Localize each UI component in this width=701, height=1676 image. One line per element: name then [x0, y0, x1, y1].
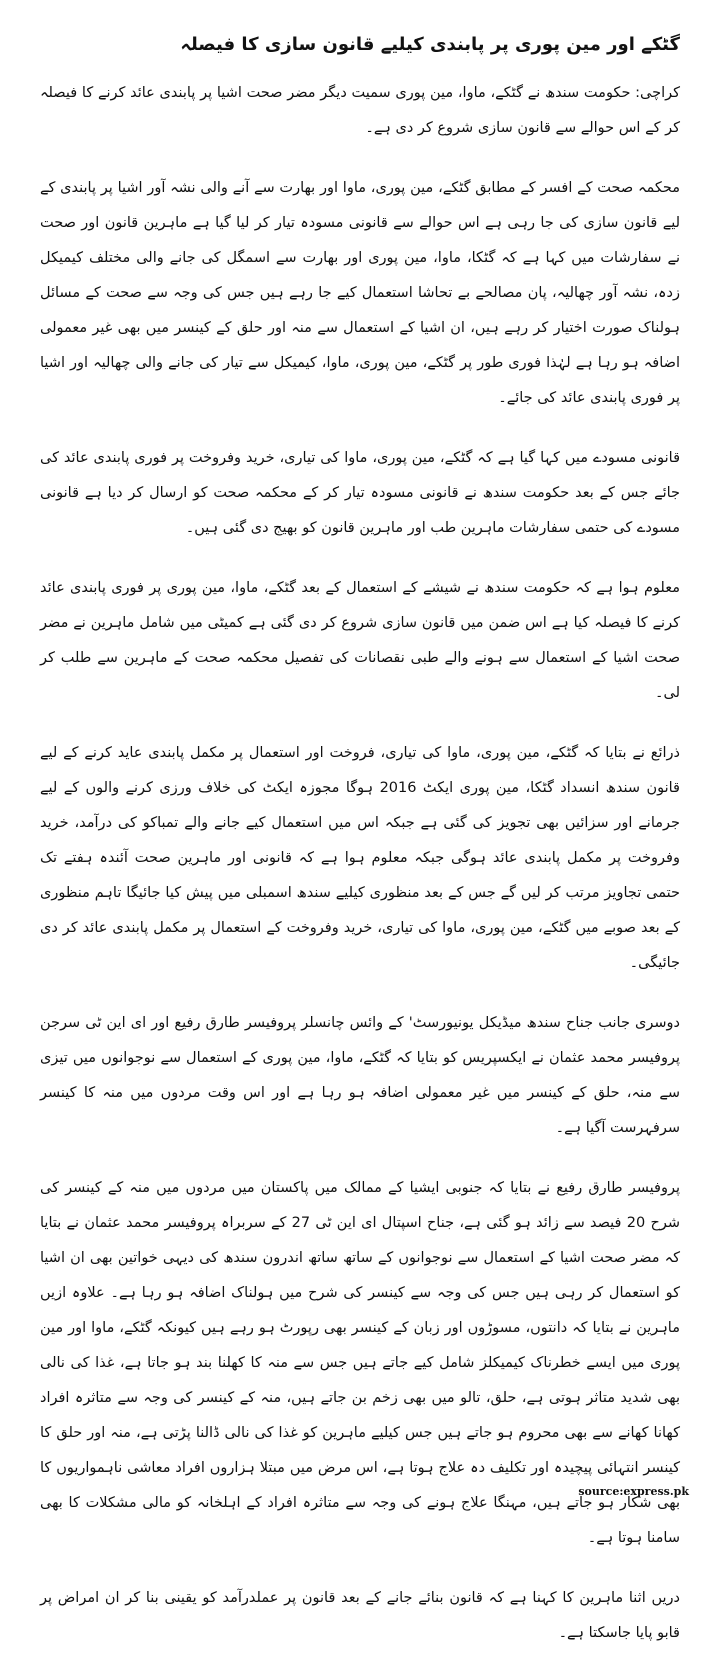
- paragraph-conclusion: دریں اثنا ماہرین کا کہنا ہے کہ قانون بنائے جانے کے بعد قانون پر عملدرآمد کو یقینی بنا کر ان امراض پر قابو پایا جاسکتا ہے۔: [40, 1590, 680, 1641]
- paragraph-sources: ذرائع نے بتایا کہ گٹکے، مین پوری، ماوا کی تیاری، فروخت اور استعمال پر مکمل پابندی عاید کرنے کے لیے قانون سندھ انسداد گٹکا، مین پوری ایکٹ 2016 ہوگا مجوزہ ایکٹ کی خلاف ورزی کرنے والوں کے لیے جرمانے اور سزائیں بھی تجویز کی گئی ہے جبکہ اس میں استعمال کیے جانے والے تمباکو کی درآمد، خرید وفروخت پر مکمل پابندی عائد ہوگی جبکہ معلوم ہوا ہے کہ قانونی اور ماہرین صحت آئندہ ہفتے تک حتمی تجاویز مرتب کر لیں گے جس کے بعد منظوری کیلیے سندھ اسمبلی میں پیش کیا جائیگا تاہم منظوری کے بعد صوبے میں گٹکے، مین پوری، ماوا کی تیاری، خرید وفروخت کے استعمال پر مکمل پابندی عائد کر دی جائیگی۔: [40, 745, 680, 971]
- source-credit: source:express.pk: [578, 1485, 689, 1498]
- paragraph-intro: کراچی: حکومت سندھ نے گٹکے، ماوا، مین پوری سمیت دیگر مضر صحت اشیا پر پابندی عائد کرنے کا فیصلہ کر کے اس حوالے سے قانون سازی شروع کر دی ہے۔: [40, 85, 680, 136]
- paragraph-cancer-rate: پروفیسر طارق رفیع نے بتایا کہ جنوبی ایشیا کے ممالک میں پاکستان میں مردوں میں منہ کے کینسر کی شرح 20 فیصد سے زائد ہو گئی ہے، جناح اسپتال ای این ٹی 27 کے سربراہ پروفیسر محمد عثمان نے بتایا کہ مضر صحت اشیا کے استعمال سے نوجوانوں کے ساتھ ساتھ اندرون سندھ کی دیہی خواتین بھی ان اشیا کو استعمال کر رہی ہیں جس کی وجہ سے کینسر کی شرح میں ہولناک اضافہ ہو رہا ہے۔ علاوہ ازیں ماہرین نے بتایا کہ دانتوں، مسوڑوں اور زبان کے کینسر بھی رپورٹ ہو رہے ہیں کیونکہ گٹکے، ماوا اور مین پوری میں ایسے خطرناک کیمیکلز شامل کیے جاتے ہیں جس سے منہ کا کھلنا بند ہو جاتا ہے، غذا کی نالی بھی شدید متاثر ہوتی ہے، حلق، تالو میں بھی زخم بن جاتے ہیں، منہ کے کینسر کی وجہ سے متاثرہ افراد کھانا کھانے سے بھی محروم ہو جاتے ہیں جس کیلیے ماہرین کو غذا کی نالی ڈالنا پڑتی ہے، منہ اور حلق کا کینسر انتہائی پیچیدہ اور تکلیف دہ علاج ہوتا ہے، اس مرض میں مبتلا ہزاروں افراد معاشی ناہمواریوں کا بھی شکار ہو جاتے ہیں، مہنگا علاج ہونے کی وجہ سے متاثرہ افراد کے اہلخانہ کو مالی مشکلات کا بھی سامنا ہوتا ہے۔: [40, 1180, 680, 1546]
- headline: گٹکے اور مین پوری پر پابندی کیلیے قانون سازی کا فیصلہ: [180, 34, 680, 55]
- paragraph-health-department: محکمہ صحت کے افسر کے مطابق گٹکے، مین پوری، ماوا اور بھارت سے آنے والی نشہ آور اشیا پر پابندی کے لیے قانون سازی کی جا رہی ہے اس حوالے سے قانونی مسودہ تیار کر لیا گیا ہے ماہرین قانون اور صحت نے سفارشات میں کہا ہے کہ گٹکا، ماوا، مین پوری اور بھارت سے اسمگل کی جانے والی مختلف کیمیکل زدہ، نشہ آور چھالیہ، پان مصالحے بے تحاشا استعمال کیے جا رہے ہیں جس کی وجہ سے صحت کے مسائل ہولناک صورت اختیار کر رہے ہیں، ان اشیا کے استعمال سے منہ اور حلق کے کینسر میں بھی غیر معمولی اضافہ ہو رہا ہے لہٰذا فوری طور پر گٹکے، مین پوری، ماوا، کیمیکل سے تیار کی جانے والی چھالیہ اور اشیا پر فوری پابندی عائد کی جائے۔: [40, 180, 680, 406]
- article-body: [40, 28, 680, 1676]
- paragraph-legal-draft: قانونی مسودے میں کہا گیا ہے کہ گٹکے، مین پوری، ماوا کی تیاری، خرید وفروخت پر فوری پابندی عائد کی جائے جس کے بعد حکومت سندھ نے قانونی مسودہ تیار کر کے محکمہ صحت کو ارسال کر دیا ہے قانونی مسودے کی حتمی سفارشات ماہرین طب اور ماہرین قانون کو بھیج دی گئی ہیں۔: [40, 450, 680, 536]
- paragraph-university: دوسری جانب جناح سندھ میڈیکل یونیورسٹ' کے وائس چانسلر پروفیسر طارق رفیع اور ای این ٹی سرجن پروفیسر محمد عثمان نے ایکسپریس کو بتایا کہ گٹکے، ماوا، مین پوری کے استعمال سے نوجوانوں میں تیزی سے منہ، حلق کے کینسر میں غیر معمولی اضافہ ہو رہا ہے اور اس وقت مردوں میں منہ کا کینسر سرفہرست آگیا ہے۔: [40, 1015, 680, 1136]
- paragraph-sindh-government: معلوم ہوا ہے کہ حکومت سندھ نے شیشے کے استعمال کے بعد گٹکے، ماوا، مین پوری پر فوری پابندی عائد کرنے کا فیصلہ کیا ہے اس ضمن میں قانون سازی شروع کر دی گئی ہے کمیٹی میں شامل ماہرین نے مضر صحت اشیا کے استعمال سے ہونے والے طبی نقصانات کی تفصیل محکمہ صحت کے ماہرین سے طلب کر لی۔: [40, 580, 680, 701]
